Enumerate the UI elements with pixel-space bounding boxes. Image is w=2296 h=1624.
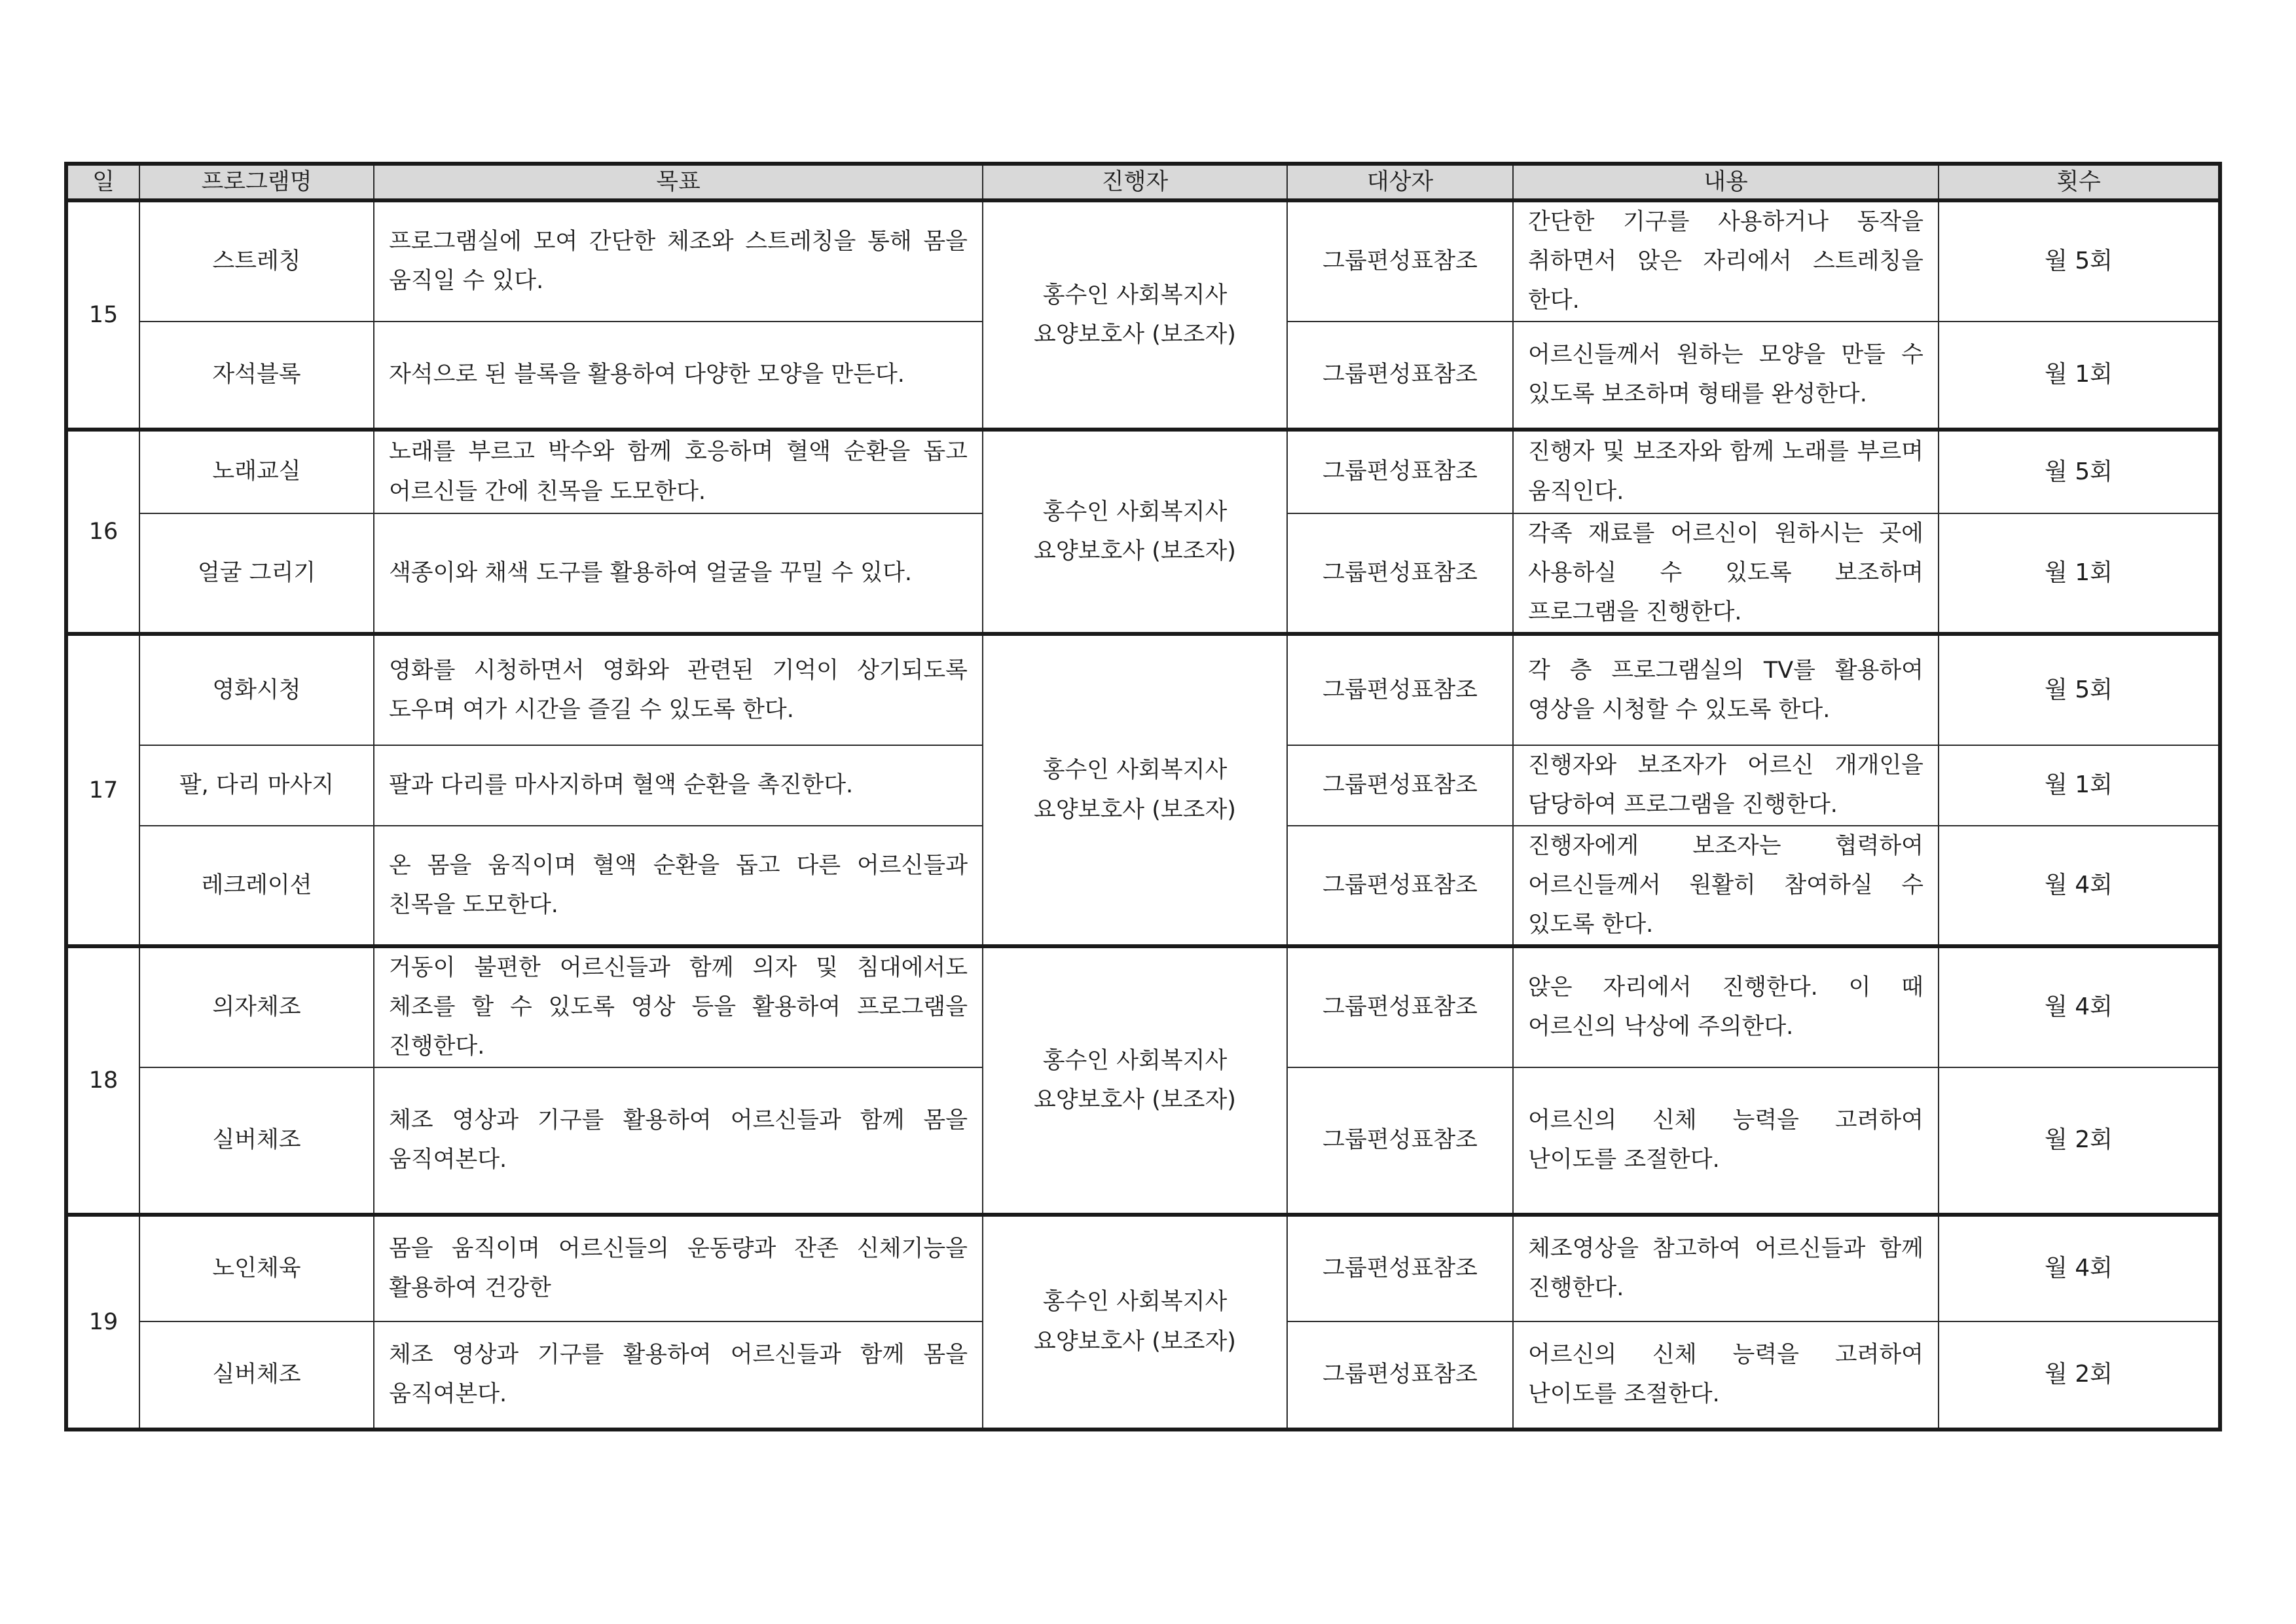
content-text: 각 층 프로그램실의 TV를 활용하여 영상을 시청할 수 있도록 한다. [1513,634,1939,745]
staff-social-worker: 홍수인 사회복지사 [1042,282,1228,308]
content-text: 어르신의 신체 능력을 고려하여 난이도를 조절한다. [1513,1067,1939,1215]
staff-social-worker: 홍수인 사회복지사 [1042,498,1228,525]
program-name: 자석블록 [139,322,374,430]
header-count: 횟수 [1939,164,2220,200]
goal-text: 거동이 불편한 어르신들과 함께 의자 및 침대에서도 체조를 할 수 있도록 영상 등을 활용하여 프로그램을 진행한다. [374,946,983,1067]
table-header-row [66,164,2220,200]
day-cell: 17 [66,634,139,946]
header-goal: 목표 [374,164,983,200]
target-cell: 그룹편성표참조 [1287,1067,1513,1215]
program-name: 실버체조 [139,1321,374,1430]
target-cell: 그룹편성표참조 [1287,200,1513,322]
target-cell: 그룹편성표참조 [1287,745,1513,825]
header-program: 프로그램명 [139,164,374,200]
table-row [66,634,2220,745]
staff-cell [983,634,1287,946]
content-text: 어르신의 신체 능력을 고려하여 난이도를 조절한다. [1513,1321,1939,1430]
count-cell: 월 1회 [1939,513,2220,635]
program-name: 의자체조 [139,946,374,1067]
target-cell: 그룹편성표참조 [1287,513,1513,635]
staff-care-assistant: 요양보호사 (보조자) [1034,538,1236,564]
header-staff: 진행자 [983,164,1287,200]
target-cell: 그룹편성표참조 [1287,322,1513,430]
content-text: 앉은 자리에서 진행한다. 이 때 어르신의 낙상에 주의한다. [1513,946,1939,1067]
target-cell: 그룹편성표참조 [1287,634,1513,745]
count-cell: 월 4회 [1939,826,2220,947]
target-cell: 그룹편성표참조 [1287,946,1513,1067]
content-text: 진행자와 보조자가 어르신 개개인을 담당하여 프로그램을 진행한다. [1513,745,1939,825]
goal-text: 자석으로 된 블록을 활용하여 다양한 모양을 만든다. [374,322,983,430]
staff-care-assistant: 요양보호사 (보조자) [1034,1328,1236,1355]
table-row [66,946,2220,1067]
target-cell: 그룹편성표참조 [1287,1321,1513,1430]
count-cell: 월 2회 [1939,1321,2220,1430]
table-row [66,200,2220,322]
day-cell: 19 [66,1215,139,1430]
goal-text: 프로그램실에 모여 간단한 체조와 스트레칭을 통해 몸을 움직일 수 있다. [374,200,983,322]
content-text: 어르신들께서 원하는 모양을 만들 수 있도록 보조하며 형태를 완성한다. [1513,322,1939,430]
program-name: 노인체육 [139,1215,374,1321]
content-text: 진행자 및 보조자와 함께 노래를 부르며 움직인다. [1513,430,1939,513]
count-cell: 월 1회 [1939,322,2220,430]
content-text: 진행자에게 보조자는 협력하여 어르신들께서 원활히 참여하실 수 있도록 한다. [1513,826,1939,947]
staff-cell [983,430,1287,635]
count-cell: 월 1회 [1939,745,2220,825]
program-name: 노래교실 [139,430,374,513]
day-cell: 18 [66,946,139,1215]
header-target: 대상자 [1287,164,1513,200]
count-cell: 월 4회 [1939,1215,2220,1321]
content-text: 각족 재료를 어르신이 원하시는 곳에 사용하실 수 있도록 보조하며 프로그램을 진행한다. [1513,513,1939,635]
count-cell: 월 4회 [1939,946,2220,1067]
goal-text: 영화를 시청하면서 영화와 관련된 기억이 상기되도록 도우며 여가 시간을 즐길 수 있도록 한다. [374,634,983,745]
count-cell: 월 5회 [1939,200,2220,322]
goal-text: 팔과 다리를 마사지하며 혈액 순환을 촉진한다. [374,745,983,825]
count-cell: 월 2회 [1939,1067,2220,1215]
staff-care-assistant: 요양보호사 (보조자) [1034,796,1236,823]
program-name: 스트레칭 [139,200,374,322]
program-schedule-sheet [64,162,2218,1431]
content-text: 체조영상을 참고하여 어르신들과 함께 진행한다. [1513,1215,1939,1321]
program-name: 실버체조 [139,1067,374,1215]
staff-cell [983,1215,1287,1430]
staff-cell [983,946,1287,1215]
target-cell: 그룹편성표참조 [1287,1215,1513,1321]
staff-care-assistant: 요양보호사 (보조자) [1034,321,1236,348]
day-cell: 15 [66,200,139,430]
program-name: 영화시청 [139,634,374,745]
goal-text: 체조 영상과 기구를 활용하여 어르신들과 함께 몸을 움직여본다. [374,1067,983,1215]
target-cell: 그룹편성표참조 [1287,826,1513,947]
program-name: 레크레이션 [139,826,374,947]
staff-social-worker: 홍수인 사회복지사 [1042,1047,1228,1074]
target-cell: 그룹편성표참조 [1287,430,1513,513]
goal-text: 몸을 움직이며 어르신들의 운동량과 잔존 신체기능을 활용하여 건강한 [374,1215,983,1321]
staff-social-worker: 홍수인 사회복지사 [1042,1289,1228,1316]
content-text: 간단한 기구를 사용하거나 동작을 취하면서 앉은 자리에서 스트레칭을 한다. [1513,200,1939,322]
program-name: 얼굴 그리기 [139,513,374,635]
goal-text: 체조 영상과 기구를 활용하여 어르신들과 함께 몸을 움직여본다. [374,1321,983,1430]
count-cell: 월 5회 [1939,634,2220,745]
goal-text: 온 몸을 움직이며 혈액 순환을 돕고 다른 어르신들과 친목을 도모한다. [374,826,983,947]
day-cell: 16 [66,430,139,635]
goal-text: 노래를 부르고 박수와 함께 호응하며 혈액 순환을 돕고 어르신들 간에 친목을 도모한다. [374,430,983,513]
goal-text: 색종이와 채색 도구를 활용하여 얼굴을 꾸밀 수 있다. [374,513,983,635]
header-content: 내용 [1513,164,1939,200]
program-schedule-table [64,162,2222,1431]
program-name: 팔, 다리 마사지 [139,745,374,825]
count-cell: 월 5회 [1939,430,2220,513]
staff-social-worker: 홍수인 사회복지사 [1042,757,1228,784]
table-row [66,430,2220,513]
staff-care-assistant: 요양보호사 (보조자) [1034,1086,1236,1113]
header-day: 일 [66,164,139,200]
staff-cell [983,200,1287,430]
table-row [66,1215,2220,1321]
